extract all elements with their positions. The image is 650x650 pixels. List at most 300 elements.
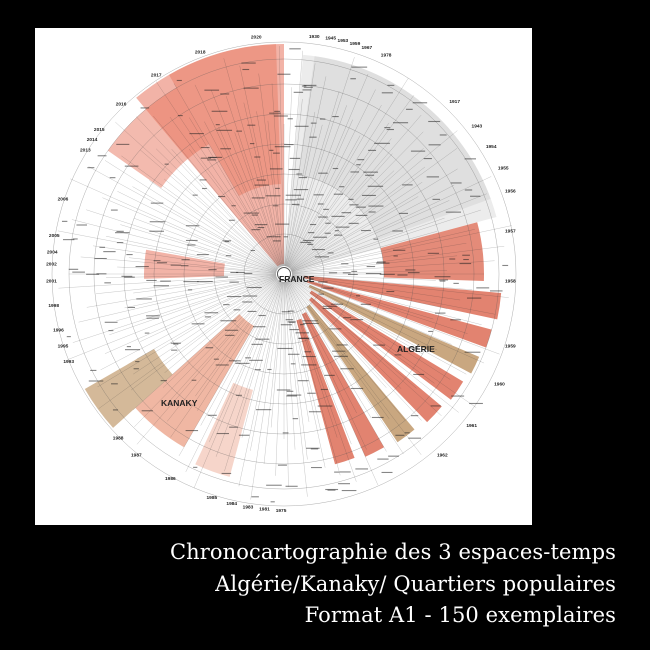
event-text-block xyxy=(249,360,263,361)
event-text-block xyxy=(117,242,123,243)
event-text-block xyxy=(127,346,131,347)
year-label: 1967 xyxy=(361,45,373,51)
event-text-block xyxy=(462,255,470,256)
caption-line-title: Chronocartographie des 3 espaces-temps xyxy=(169,540,616,564)
event-text-block xyxy=(341,263,348,264)
event-text-block xyxy=(405,269,415,270)
event-text-block xyxy=(361,304,371,305)
radial-line xyxy=(264,282,283,464)
event-text-block xyxy=(256,409,271,410)
event-text-block xyxy=(125,166,139,167)
event-text-block xyxy=(271,501,275,502)
event-text-block xyxy=(229,282,238,283)
event-text-block xyxy=(201,147,210,148)
poster-graphic xyxy=(35,28,532,525)
event-text-block xyxy=(154,260,161,261)
event-text-block xyxy=(318,281,327,282)
event-text-block xyxy=(470,196,480,197)
event-text-block xyxy=(286,486,298,487)
event-text-block xyxy=(258,227,265,228)
year-label: 2015 xyxy=(93,127,105,133)
event-text-block xyxy=(382,472,393,473)
event-text-block xyxy=(387,85,394,86)
event-text-block xyxy=(116,231,123,232)
event-text-block xyxy=(340,471,351,472)
event-text-block xyxy=(356,215,368,216)
event-text-block xyxy=(300,324,305,325)
event-text-block xyxy=(402,184,412,185)
event-text-block xyxy=(411,151,425,152)
event-text-block xyxy=(387,129,394,130)
event-text-block xyxy=(310,224,316,225)
event-text-block xyxy=(87,167,94,168)
event-text-block xyxy=(451,182,462,183)
event-text-block xyxy=(230,272,238,273)
year-label: 1959 xyxy=(349,42,361,48)
event-text-block xyxy=(476,287,489,288)
event-text-block xyxy=(451,396,464,397)
event-text-block xyxy=(393,255,397,256)
event-text-block xyxy=(350,78,356,79)
event-text-block xyxy=(408,272,420,273)
event-text-block xyxy=(72,272,85,273)
event-text-block xyxy=(281,324,292,325)
event-text-block xyxy=(373,345,385,346)
event-text-block xyxy=(467,298,481,299)
event-text-block xyxy=(181,265,189,266)
event-text-block xyxy=(302,320,318,321)
event-text-block xyxy=(294,92,303,93)
event-text-block xyxy=(325,233,331,234)
event-text-block xyxy=(439,279,448,280)
event-text-block xyxy=(222,473,232,474)
event-text-block xyxy=(235,363,249,364)
event-text-block xyxy=(225,335,234,336)
event-text-block xyxy=(318,217,328,218)
event-text-block xyxy=(348,274,358,275)
event-text-block xyxy=(255,339,269,340)
event-text-block xyxy=(392,230,403,231)
event-text-block xyxy=(304,351,311,352)
event-text-block xyxy=(429,144,441,145)
year-label: 1957 xyxy=(505,229,516,235)
event-text-block xyxy=(236,395,242,396)
event-text-block xyxy=(319,294,324,295)
event-text-block xyxy=(141,107,150,108)
event-text-block xyxy=(325,223,330,224)
event-text-block xyxy=(229,360,241,361)
event-text-block xyxy=(273,205,278,206)
event-text-block xyxy=(216,130,232,131)
year-label: 1930 xyxy=(308,35,320,40)
event-text-block xyxy=(157,262,167,263)
event-text-block xyxy=(218,196,225,197)
year-label: 1917 xyxy=(449,99,461,105)
event-text-block xyxy=(336,344,347,345)
colored-sectors xyxy=(85,44,501,477)
event-text-block xyxy=(147,318,159,319)
event-text-block xyxy=(369,211,376,212)
event-text-block xyxy=(149,231,164,232)
event-text-block xyxy=(302,356,315,357)
event-text-block xyxy=(428,253,439,254)
event-text-block xyxy=(214,359,219,360)
event-text-block xyxy=(225,330,238,331)
event-text-block xyxy=(296,173,302,174)
event-text-block xyxy=(350,171,359,172)
event-text-block xyxy=(267,369,271,370)
event-text-block xyxy=(248,311,257,312)
event-text-block xyxy=(334,356,348,357)
event-text-block xyxy=(286,195,301,196)
event-text-block xyxy=(227,296,241,297)
event-text-block xyxy=(216,364,229,365)
event-text-block xyxy=(343,272,351,273)
event-text-block xyxy=(453,283,458,284)
event-text-block xyxy=(94,258,106,259)
event-text-block xyxy=(386,291,394,292)
event-text-block xyxy=(336,227,349,228)
event-text-block xyxy=(291,363,296,364)
event-text-block xyxy=(348,199,353,200)
event-text-block xyxy=(431,405,441,406)
event-text-block xyxy=(242,301,252,302)
event-text-block xyxy=(212,111,228,112)
event-text-block xyxy=(446,212,461,213)
event-text-block xyxy=(216,124,220,125)
event-text-block xyxy=(393,122,408,123)
year-label: 1995 xyxy=(57,344,69,350)
event-text-block xyxy=(286,395,297,396)
event-text-block xyxy=(309,411,321,412)
event-text-block xyxy=(270,168,283,169)
event-text-block xyxy=(397,274,407,275)
event-text-block xyxy=(349,204,358,205)
event-text-block xyxy=(243,295,258,296)
event-text-block xyxy=(318,405,333,406)
event-text-block xyxy=(290,158,301,159)
radial-line xyxy=(235,282,281,425)
event-text-block xyxy=(302,89,311,90)
event-text-block xyxy=(135,361,139,362)
event-text-block xyxy=(334,194,343,195)
event-text-block xyxy=(367,266,375,267)
event-text-block xyxy=(136,266,149,267)
event-text-block xyxy=(332,116,338,117)
event-text-block xyxy=(324,375,334,376)
event-text-block xyxy=(323,308,332,309)
year-label: 1975 xyxy=(275,508,287,514)
year-label: 1978 xyxy=(380,53,392,59)
event-text-block xyxy=(351,388,363,389)
event-text-block xyxy=(177,80,182,81)
year-label: 1959 xyxy=(505,344,516,350)
event-text-block xyxy=(192,323,205,324)
event-text-block xyxy=(171,265,181,266)
event-text-block xyxy=(377,262,386,263)
event-text-block xyxy=(89,380,103,381)
event-text-block xyxy=(295,332,309,333)
event-text-block xyxy=(236,131,242,132)
event-text-block xyxy=(341,212,351,213)
event-text-block xyxy=(315,256,329,257)
event-text-block xyxy=(200,179,207,180)
radial-line xyxy=(285,282,296,450)
event-text-block xyxy=(217,433,229,434)
event-text-block xyxy=(284,236,288,237)
event-text-block xyxy=(231,205,235,206)
event-text-block xyxy=(205,316,211,317)
event-text-block xyxy=(405,432,410,433)
event-text-block xyxy=(342,490,357,491)
event-text-block xyxy=(197,281,212,282)
event-text-block xyxy=(242,69,249,70)
year-label: 1988 xyxy=(112,436,124,442)
event-text-block xyxy=(374,143,390,144)
event-text-block xyxy=(254,156,260,157)
event-text-block xyxy=(289,169,300,170)
event-text-block xyxy=(277,348,292,349)
event-text-block xyxy=(181,259,189,260)
event-text-block xyxy=(355,468,368,469)
event-text-block xyxy=(332,351,345,352)
event-text-block xyxy=(299,177,307,178)
event-text-block xyxy=(368,150,376,151)
event-text-block xyxy=(331,216,344,217)
year-label: 1953 xyxy=(337,39,349,45)
event-text-block xyxy=(373,239,378,240)
event-text-block xyxy=(208,269,216,270)
event-text-block xyxy=(223,240,231,241)
event-text-block xyxy=(306,448,320,449)
event-text-block xyxy=(126,254,132,255)
event-text-block xyxy=(134,368,139,369)
event-text-block xyxy=(245,357,251,358)
event-text-block xyxy=(223,304,229,305)
year-label: 2006 xyxy=(57,197,69,203)
event-text-block xyxy=(108,330,113,331)
event-text-block xyxy=(304,87,313,88)
radial-line xyxy=(239,282,282,486)
event-text-block xyxy=(368,186,383,187)
event-text-block xyxy=(311,467,322,468)
chronocartography-poster xyxy=(35,28,532,525)
event-text-block xyxy=(323,306,338,307)
event-text-block xyxy=(328,252,334,253)
year-label: 2005 xyxy=(48,233,60,239)
event-text-block xyxy=(277,74,290,75)
year-label: 1943 xyxy=(471,124,483,130)
event-text-block xyxy=(289,329,299,330)
event-text-block xyxy=(307,393,316,394)
event-text-block xyxy=(208,415,217,416)
event-text-block xyxy=(244,213,259,214)
event-text-block xyxy=(275,146,291,147)
event-text-block xyxy=(274,115,288,116)
radial-line xyxy=(96,275,276,294)
caption-line-format: Format A1 - 150 exemplaires xyxy=(304,603,616,627)
event-text-block xyxy=(207,159,216,160)
event-text-block xyxy=(116,144,129,145)
event-text-block xyxy=(288,354,300,355)
event-text-block xyxy=(307,244,313,245)
event-text-block xyxy=(284,144,294,145)
radial-line xyxy=(105,277,277,353)
event-text-block xyxy=(151,203,163,204)
event-text-block xyxy=(125,349,140,350)
year-label: 1955 xyxy=(497,166,509,172)
event-text-block xyxy=(193,467,197,468)
event-text-block xyxy=(103,251,115,252)
event-text-block xyxy=(146,315,160,316)
event-text-block xyxy=(266,195,281,196)
event-text-block xyxy=(376,263,389,264)
event-text-block xyxy=(463,259,469,260)
event-text-block xyxy=(382,92,393,93)
event-text-block xyxy=(350,319,363,320)
event-text-block xyxy=(328,490,336,491)
event-text-block xyxy=(428,331,433,332)
event-text-block xyxy=(351,271,357,272)
event-text-block xyxy=(252,215,258,216)
event-text-block xyxy=(204,312,218,313)
region-label-kanaky: KANAKY xyxy=(161,398,198,408)
event-text-block xyxy=(395,435,404,436)
event-text-block xyxy=(251,229,260,230)
event-text-block xyxy=(322,288,333,289)
event-text-block xyxy=(171,343,181,344)
event-text-block xyxy=(257,180,266,181)
event-text-block xyxy=(312,249,325,250)
year-label: 1958 xyxy=(505,279,516,285)
event-text-block xyxy=(334,235,342,236)
event-text-block xyxy=(197,254,209,255)
event-text-block xyxy=(274,111,280,112)
event-text-block xyxy=(136,298,152,299)
event-text-block xyxy=(178,115,183,116)
event-text-block xyxy=(294,189,308,190)
event-text-block xyxy=(208,157,222,158)
event-text-block xyxy=(349,223,359,224)
event-text-block xyxy=(145,333,150,334)
event-text-block xyxy=(440,281,446,282)
event-text-block xyxy=(465,352,481,353)
event-text-block xyxy=(247,287,262,288)
event-text-block xyxy=(411,415,418,416)
event-text-block xyxy=(204,90,219,91)
event-text-block xyxy=(297,199,304,200)
event-text-block xyxy=(469,403,483,404)
year-label: 1985 xyxy=(206,496,218,502)
event-text-block xyxy=(449,258,455,259)
event-text-block xyxy=(435,313,446,314)
year-label: 1954 xyxy=(485,144,497,150)
event-text-block xyxy=(247,125,255,126)
event-text-block xyxy=(150,221,166,222)
event-text-block xyxy=(289,48,300,49)
event-text-block xyxy=(273,240,281,241)
event-text-block xyxy=(206,347,214,348)
event-text-block xyxy=(67,336,71,337)
event-text-block xyxy=(99,247,105,248)
event-text-block xyxy=(187,244,196,245)
event-text-block xyxy=(295,126,309,127)
event-text-block xyxy=(331,304,343,305)
event-text-block xyxy=(424,158,432,159)
event-text-block xyxy=(254,185,269,186)
event-text-block xyxy=(266,485,282,486)
event-text-block xyxy=(171,350,177,351)
event-text-block xyxy=(288,118,293,119)
event-text-block xyxy=(377,459,388,460)
event-text-block xyxy=(301,364,316,365)
caption-line-subject: Algérie/Kanaky/ Quartiers populaires xyxy=(215,572,616,596)
event-text-block xyxy=(241,63,255,64)
event-text-block xyxy=(314,194,324,195)
radial-line xyxy=(276,282,284,476)
event-text-block xyxy=(356,295,360,296)
event-text-block xyxy=(450,319,460,320)
event-text-block xyxy=(361,230,371,231)
year-label: 2017 xyxy=(150,73,162,79)
event-text-block xyxy=(111,383,118,384)
event-text-block xyxy=(465,189,472,190)
year-label: 1962 xyxy=(436,453,448,459)
event-text-block xyxy=(304,85,317,86)
event-text-block xyxy=(229,220,235,221)
year-label: 1998 xyxy=(48,304,59,310)
region-label-algerie: ALGÉRIE xyxy=(397,344,435,354)
event-text-block xyxy=(278,465,287,466)
year-label: 1993 xyxy=(63,360,75,366)
year-label: 2020 xyxy=(250,35,262,41)
event-text-block xyxy=(329,272,337,273)
event-text-block xyxy=(115,232,129,233)
event-text-block xyxy=(186,430,198,431)
event-text-block xyxy=(318,173,328,174)
event-text-block xyxy=(309,137,316,138)
event-text-block xyxy=(202,188,207,189)
event-text-block xyxy=(323,209,329,210)
event-text-block xyxy=(244,273,252,274)
year-label: 2001 xyxy=(46,279,57,285)
event-text-block xyxy=(303,240,313,241)
event-text-block xyxy=(460,263,472,264)
radial-line xyxy=(251,282,283,500)
event-text-block xyxy=(251,344,262,345)
event-text-block xyxy=(339,186,344,187)
event-text-block xyxy=(440,134,447,135)
event-text-block xyxy=(128,307,135,308)
event-text-block xyxy=(372,417,384,418)
event-text-block xyxy=(161,380,167,381)
event-text-block xyxy=(330,328,342,329)
event-text-block xyxy=(251,496,258,497)
year-label: 1986 xyxy=(165,477,176,483)
event-text-block xyxy=(250,143,254,144)
year-label: 1981 xyxy=(259,507,270,513)
event-text-block xyxy=(186,240,198,241)
event-text-block xyxy=(288,311,294,312)
event-text-block xyxy=(273,153,280,154)
event-text-block xyxy=(357,159,364,160)
event-text-block xyxy=(220,148,231,149)
event-text-block xyxy=(413,102,427,103)
event-text-block xyxy=(393,250,405,251)
event-text-block xyxy=(318,203,324,204)
year-label: 1983 xyxy=(242,505,254,511)
event-text-block xyxy=(362,195,376,196)
